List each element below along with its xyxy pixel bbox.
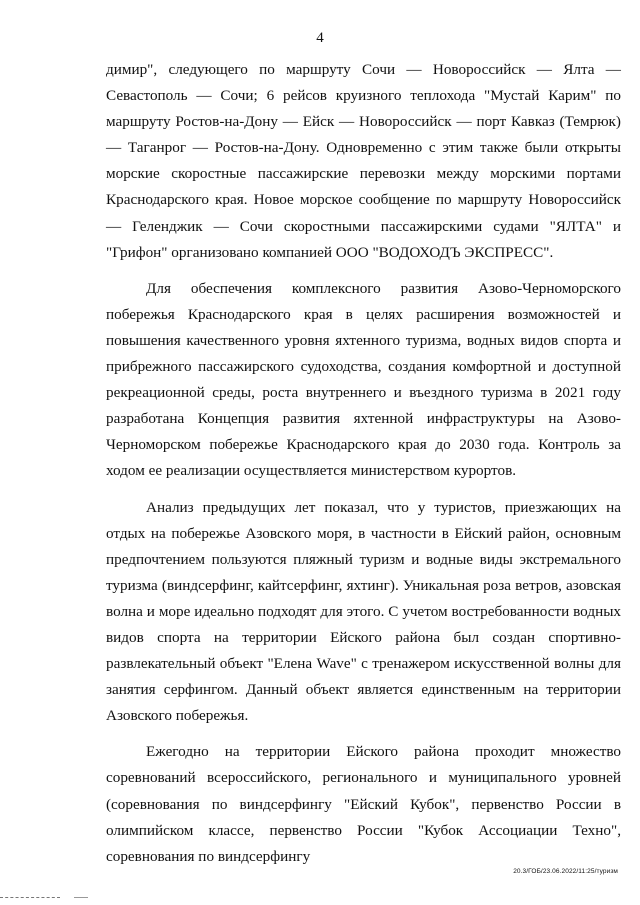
paragraph-3: Анализ предыдущих лет показал, что у туристов, приезжающих на отдых на побережье Азовского моря, в частности в Ейский район, основным предпочтением пользуются пляжный туризм и водные виды экстремального туризма (виндсерфинг, кайтсерфинг, яхтинг). Уникальная роза ветров, азовская волна и море идеально подходят для этого. С учетом востребованности водных видов спорта на территории Ейского района был создан спортивно-развлекательный объект "Елена Wave" с тренажером искусственной волны для занятия серфингом. Данный объект является единственным на территории Азовского побережья. xyxy=(106,498,621,725)
scan-artifact-line xyxy=(74,897,88,898)
paragraph-2: Для обеспечения комплексного развития Азово-Черноморского побережья Краснодарского края в целях расширения возможностей и повышения качественного уровня яхтенного туризма, водных видов спорта и прибрежного пассажирского судоходства, создания комфортной и доступной рекреационной среды, роста внутреннего и въездного туризма в 2021 году разработана Концепция развития яхтенной инфраструктуры на Азово-Черноморском побережье Краснодарского края до 2030 года. Контроль за ходом ее реализации осуществляется министерством курортов. xyxy=(106,279,621,480)
document-body xyxy=(106,57,621,880)
scan-artifact-line xyxy=(0,897,60,898)
page-number: 4 xyxy=(316,30,324,46)
paragraph-1: димир", следующего по маршруту Сочи — Новороссийск — Ялта — Севастополь — Сочи; 6 рейсов круизного теплохода "Мустай Карим" по маршруту Ростов-на-Дону — Ейск — Новороссийск — порт Кавказ (Темрюк) — Таганрог — Ростов-на-Дону. Одновременно с этим также были открыты морские скоростные пассажирские перевозки между морскими портами Краснодарского края. Новое морское сообщение по маршруту Новороссийск — Геленджик — Сочи скоростными пассажирскими судами "ЯЛТА" и "Грифон" организовано компанией ООО "ВОДОХОДЪ ЭКСПРЕСС". xyxy=(106,61,621,261)
paragraph-4: Ежегодно на территории Ейского района проходит множество соревнований всероссийского, регионального и муниципального уровней (соревнования по виндсерфингу "Ейский Кубок", первенство России в олимпийском классе, первенство России "Кубок Ассоциации Техно", соревнования по виндсерфингу xyxy=(106,743,621,865)
document-footer-code: 20.3/ГОБ/23.06.2022/11:25/туризм xyxy=(513,868,618,875)
